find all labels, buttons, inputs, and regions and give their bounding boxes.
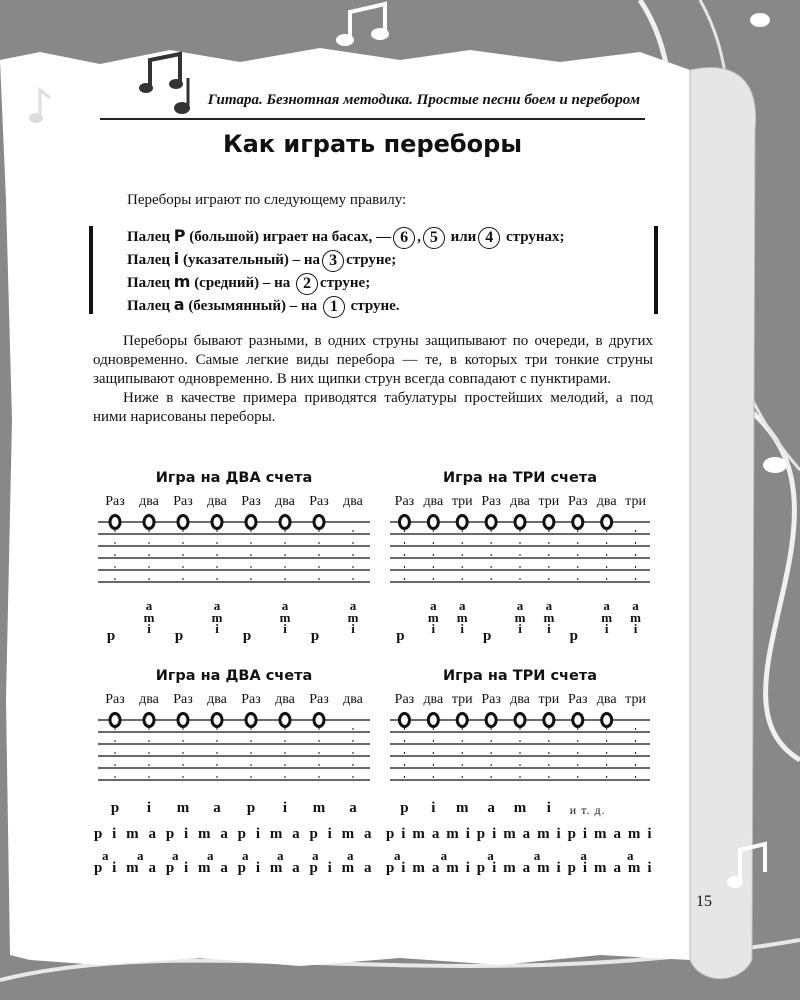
count-label: Раз (241, 692, 261, 707)
count-label: Раз (309, 494, 329, 509)
count-label: два (275, 494, 295, 509)
finger-mark: i (351, 621, 355, 636)
count-label: Раз (481, 692, 501, 707)
count-label: Раз (394, 494, 415, 509)
finger-mark: m (456, 609, 468, 625)
finger-mark: i (633, 621, 638, 636)
count-label: два (423, 692, 444, 707)
tab-title: Игра на ДВА счета (155, 470, 313, 486)
finger-mark: m (176, 800, 190, 816)
count-label: два (275, 692, 295, 707)
rules-bracket-left (89, 226, 93, 314)
count-label: Раз (309, 692, 329, 707)
count-label: два (139, 494, 159, 509)
finger-mark: i (282, 800, 288, 816)
count-label: три (451, 494, 473, 509)
finger-mark: i (431, 621, 436, 636)
finger-mark: i (146, 800, 152, 816)
finger-mark: m (427, 609, 439, 625)
count-label: два (207, 494, 227, 509)
running-header: Гитара. Безнотная методика. Простые песни боем и перебором (207, 92, 640, 108)
finger-pattern-top: a a a a a a (394, 848, 634, 863)
finger-mark: m (211, 609, 223, 625)
finger-pattern-bottom: p i m a p i m a p i m a p i m a (94, 860, 372, 876)
count-label: три (625, 494, 646, 509)
count-label: Раз (241, 494, 261, 509)
finger-mark: p (246, 800, 256, 816)
count-label: Раз (105, 692, 125, 707)
finger-mark: m (455, 800, 469, 816)
header-rule (100, 118, 645, 120)
finger-mark: i (147, 621, 151, 636)
finger-mark: m (630, 609, 641, 625)
finger-mark: p (310, 628, 320, 644)
finger-pattern-line: p i m a p i m a p i m a p i m a (94, 826, 372, 842)
finger-letter: i (173, 249, 180, 268)
finger-mark: a (632, 598, 639, 613)
finger-pattern-bottom: p i m a m i p i m a m i p i m a m i (386, 860, 652, 876)
count-label: Раз (481, 494, 501, 509)
finger-pattern-line: p i m a m i p i m a m i p i m a m i (386, 826, 652, 842)
finger-mark: p (106, 628, 116, 644)
page-title: Как играть переборы (222, 130, 523, 158)
rule-line: Палец i (указательный) – на 3 струне; (127, 249, 396, 272)
finger-mark: p (174, 628, 184, 644)
finger-mark: p (110, 800, 120, 816)
finger-mark: m (347, 609, 359, 625)
finger-mark: a (487, 800, 495, 816)
finger-mark: a (213, 598, 221, 613)
finger-mark: a (603, 598, 610, 613)
finger-letter: P (173, 226, 186, 245)
intro-text: Переборы играют по следующему правилу: (127, 192, 407, 208)
finger-mark: m (279, 609, 291, 625)
finger-mark: a (349, 598, 357, 613)
tab-title: Игра на ДВА счета (155, 668, 313, 684)
etc-label: и т. д. (569, 803, 606, 817)
finger-mark: a (458, 598, 466, 613)
finger-mark: a (545, 598, 553, 613)
count-label: два (596, 692, 617, 707)
body-text (93, 332, 653, 427)
count-label: три (451, 692, 473, 707)
string-number-circle: 1 (323, 296, 345, 318)
count-label: два (139, 692, 159, 707)
finger-mark: a (349, 800, 357, 816)
finger-mark: i (547, 621, 551, 636)
count-label: Раз (568, 494, 588, 509)
tab-title: Игра на ТРИ счета (442, 470, 598, 486)
count-label: два (510, 494, 530, 509)
finger-mark: a (213, 800, 221, 816)
finger-mark: m (143, 609, 155, 625)
finger-mark: i (431, 800, 436, 816)
count-label: Раз (568, 692, 588, 707)
finger-mark: i (215, 621, 219, 636)
finger-mark: p (242, 628, 252, 644)
count-label: Раз (394, 692, 415, 707)
finger-mark: i (518, 621, 522, 636)
string-number-circle: 5 (423, 227, 445, 249)
count-label: два (343, 692, 363, 707)
count-label: два (596, 494, 617, 509)
paragraph: Ниже в качестве примера приводятся табулатуры простейших мелодий, а под ними нарисованы переборы. (93, 390, 653, 425)
finger-mark: p (569, 628, 578, 644)
finger-mark: a (430, 598, 437, 613)
finger-mark: a (145, 598, 153, 613)
count-label: два (510, 692, 530, 707)
finger-mark: m (513, 800, 527, 816)
finger-pattern-top: a a a a a a a a (102, 848, 354, 863)
tab-title: Игра на ТРИ счета (442, 668, 598, 684)
count-label: Раз (173, 494, 193, 509)
string-number-circle: 6 (393, 227, 415, 249)
count-label: Раз (173, 692, 193, 707)
finger-mark: p (482, 628, 492, 644)
rules-bracket-right (654, 226, 658, 314)
count-label: два (343, 494, 363, 509)
count-label: два (207, 692, 227, 707)
finger-letter: m (173, 272, 191, 291)
finger-mark: i (546, 800, 551, 816)
string-number-circle: 2 (296, 273, 318, 295)
rule-line: Палец a (безымянный) – на 1 струне. (127, 295, 400, 318)
finger-mark: i (283, 621, 287, 636)
string-number-circle: 4 (478, 227, 500, 249)
rule-line: Палец m (средний) – на 2 струне; (127, 272, 370, 295)
finger-mark: i (460, 621, 465, 636)
finger-mark: p (396, 628, 405, 644)
finger-mark: p (400, 800, 409, 816)
finger-mark: m (312, 800, 326, 816)
finger-mark: m (514, 609, 526, 625)
finger-mark: m (601, 609, 613, 625)
rule-line: Палец P (большой) играет на басах, — 6 , 5 или 4 струнах; (127, 226, 565, 249)
count-label: три (538, 692, 560, 707)
finger-mark: m (543, 609, 555, 625)
page-number: 15 (696, 893, 712, 910)
count-label: три (625, 692, 646, 707)
string-number-circle: 3 (322, 250, 344, 272)
count-label: Раз (105, 494, 125, 509)
finger-mark: a (516, 598, 524, 613)
finger-mark: i (604, 621, 609, 636)
finger-letter: a (173, 295, 185, 314)
count-label: три (538, 494, 560, 509)
finger-mark: a (281, 598, 289, 613)
count-label: два (423, 494, 444, 509)
paragraph: Переборы бывают разными, в одних струны защипывают по очереди, в других одновременно. Самые легкие виды перебора — те, в которых три тонкие струны защипывают одновременно. В них щипки струн всегда совпадают с пунктирами. (93, 333, 653, 387)
